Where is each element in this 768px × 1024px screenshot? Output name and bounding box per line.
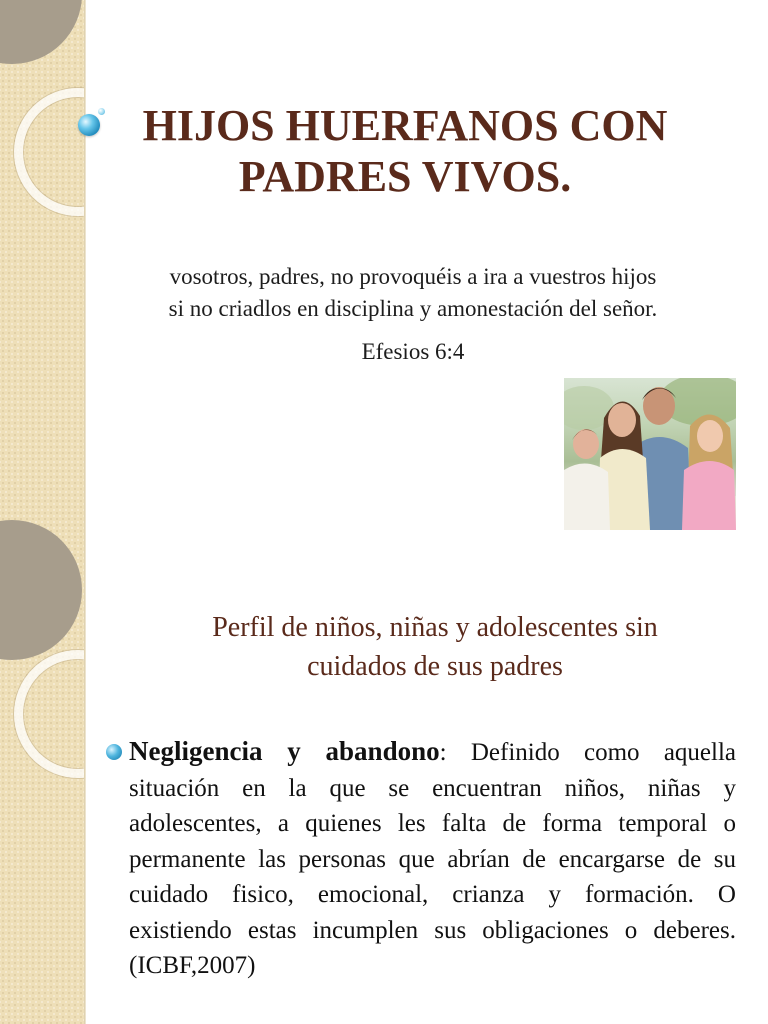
decorative-ring-top [14, 88, 84, 216]
subtitle-line-2: cuidados de sus padres [307, 651, 563, 682]
family-photo-illustration [564, 378, 736, 530]
bible-quote [100, 261, 726, 325]
decorative-ring-bottom [14, 650, 84, 778]
decorative-sidebar [0, 0, 84, 1024]
bullet-text [129, 734, 736, 984]
blue-sphere-bullet-icon [106, 744, 122, 760]
quote-reference: Efesios 6:4 [361, 339, 465, 364]
blue-sphere-icon [78, 114, 100, 136]
bullet-term: Negligencia y abandono [129, 736, 440, 766]
title-line-1: HIJOS HUERFANOS CON [142, 101, 668, 150]
quote-line-1: vosotros, padres, no provoquéis a ira a vuestros hijos [169, 264, 657, 289]
family-photo [564, 378, 736, 530]
section-subtitle [120, 608, 750, 686]
slide-title [100, 100, 710, 202]
title-line-2: PADRES VIVOS. [238, 152, 572, 201]
quote-line-2: si no criadlos en disciplina y amonestación del señor. [168, 296, 658, 321]
definition-bullet [106, 734, 736, 984]
sidebar-edge [84, 0, 86, 1024]
decorative-disc-bottom [0, 520, 82, 660]
bullet-definition: Definido como aquella situación en la que se encuentran niños, niñas y adolescentes, a quienes les falta de forma temporal o permanente las personas que abrían de encargarse de su cuidado fisico, emocional, crianza y formación. O existiendo estas incumplen sus obligaciones o deberes. (ICBF,2007) [129, 739, 736, 979]
subtitle-line-1: Perfil de niños, niñas y adolescentes sin [212, 612, 658, 643]
bullet-separator: : [439, 739, 471, 766]
decorative-disc-top [0, 0, 82, 64]
